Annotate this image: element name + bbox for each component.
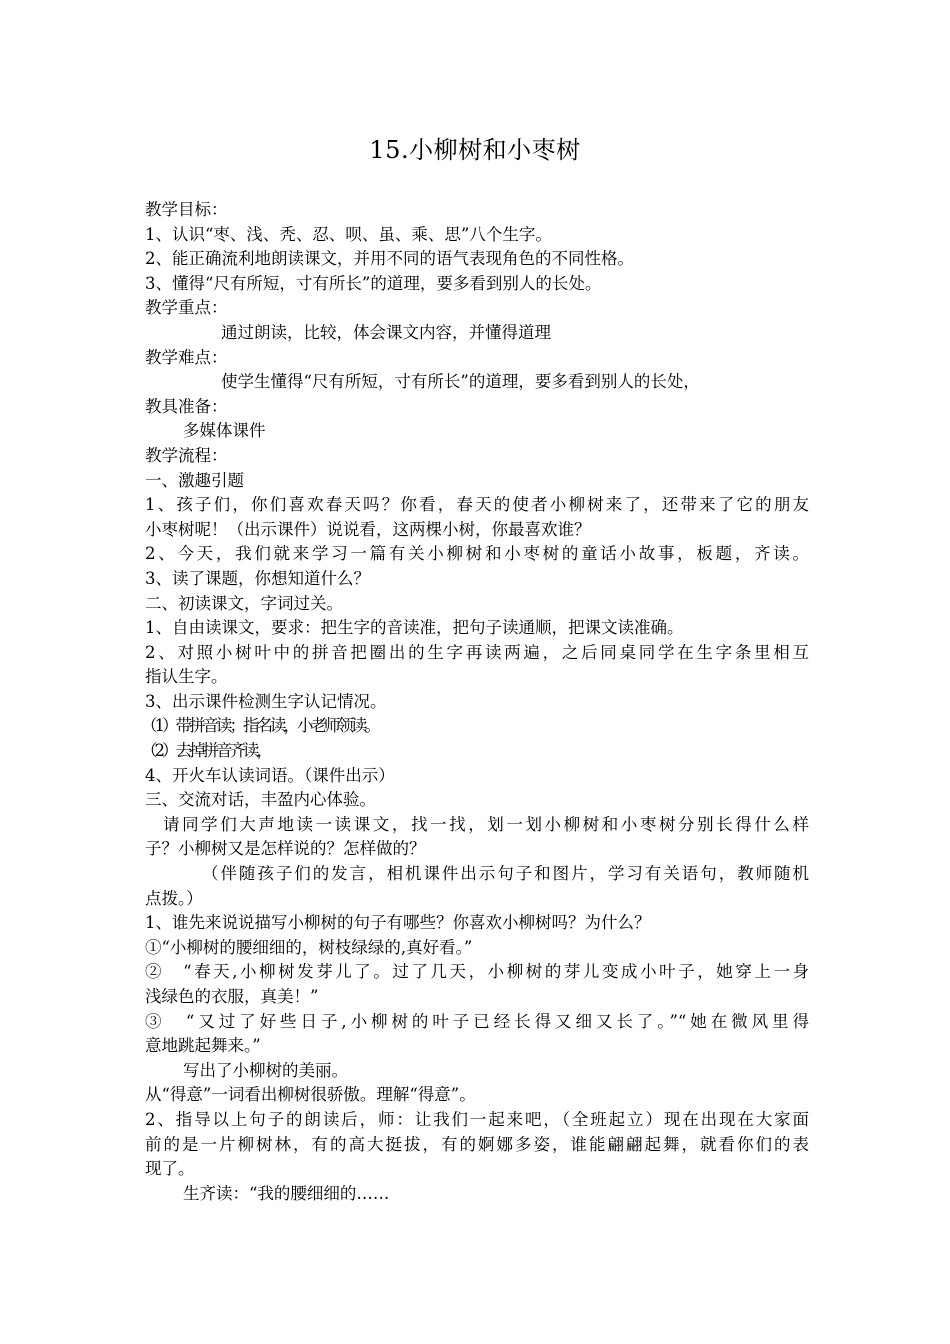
quote-line: ② “春天,小柳树发芽儿了。过了几天，小柳树的芽儿变成小叶子，她穿上一身 [145,962,809,982]
step-heading: 一、激趣引题 [145,470,244,490]
paragraph-line: （伴随孩子们的发言，相机课件出示句子和图片，学习有关语句，教师随机 [202,864,809,884]
quote-line: ①“小柳树的腰细细的，树枝绿绿的,真好看。” [145,937,473,957]
section-heading-process: 教学流程： [145,445,228,465]
paragraph-line: 小枣树呢！（出示课件）说说看，这两棵小树，你最喜欢谁？ [145,519,591,539]
paragraph-line: 3、出示课件检测生字认记情况。 [145,691,387,711]
paragraph-line: 点拨。） [145,888,203,908]
paragraph-line: 4、开火车认读词语。（课件出示） [145,765,395,785]
step-heading: 三、交流对话，丰盈内心体验。 [145,790,376,810]
paragraph-line: 2、对照小树叶中的拼音把圈出的生字再读两遍，之后同桌同学在生字条里相互 [145,642,809,662]
paragraph-line: 2、今天，我们就来学习一篇有关小柳树和小枣树的童话小故事，板题，齐读。 [145,544,809,564]
section-heading-key-points: 教学重点： [145,298,228,318]
paragraph-line: 从“得意”一词看出柳树很骄傲。理解“得意”。 [145,1085,476,1105]
materials-text: 多媒体课件 [183,421,266,441]
quote-line: ③ “又过了好些日子,小柳树的叶子已经长得又细又长了。”“她在微风里得 [145,1011,809,1031]
paragraph-line: 2、指导以上句子的朗读后，师：让我们一起来吧，（全班起立）现在出现在大家面 [145,1109,809,1129]
paragraph-line: （2）去掉拼音齐读， [141,741,270,761]
paragraph-line: 指认生字。 [145,667,228,687]
paragraph-line: （1）带拼音读；指名读，小老师领读。 [141,716,378,736]
paragraph-line: 1、孩子们，你们喜欢春天吗？你看，春天的使者小柳树来了，还带来了它的朋友 [145,495,809,515]
paragraph-line: 前的是一片柳树林，有的高大挺拔，有的婀娜多姿，谁能翩翩起舞，就看你们的表 [145,1134,809,1154]
paragraph-line: 1、谁先来说说描写小柳树的句子有哪些？你喜欢小柳树吗？为什么？ [145,913,651,933]
lesson-body [141,198,809,1206]
quote-line: 意地跳起舞来。” [145,1036,261,1056]
paragraph-line: 子？小柳树又是怎样说的？怎样做的？ [145,839,426,859]
section-heading-materials: 教具准备： [145,396,228,416]
paragraph-line: 现了。 [145,1159,195,1179]
paragraph-line: 请同学们大声地读一读课文，找一找，划一划小柳树和小枣树分别长得什么样 [163,814,809,834]
key-points-text: 通过朗读，比较，体会课文内容，并懂得道理 [221,322,551,342]
quote-line: 浅绿色的衣服，真美！” [145,987,319,1006]
lesson-title: 15.小柳树和小枣树 [369,136,581,164]
section-heading-goals: 教学目标： [145,200,228,219]
goal-item: 1、认识“枣、浅、秃、忍、呗、虽、乘、思”八个生字。 [145,224,552,244]
paragraph-line: 1、自由读课文，要求：把生字的音读准，把句子读通顺，把课文读准确。 [145,618,684,638]
difficulties-text: 使学生懂得“尺有所短，寸有所长”的道理，要多看到别人的长处， [221,372,700,392]
paragraph-line: 3、读了课题，你想知道什么？ [145,568,370,588]
section-heading-difficulties: 教学难点： [145,347,228,367]
goal-item: 3、懂得“尺有所短，寸有所长”的道理，要多看到别人的长处。 [145,273,602,293]
paragraph-line: 写出了小柳树的美丽。 [183,1060,348,1080]
goal-item: 2、能正确流利地朗读课文，并用不同的语气表现角色的不同性格。 [145,249,634,269]
step-heading: 二、初读课文，字词过关。 [145,593,343,613]
paragraph-line: 生齐读：“我的腰细细的…… [183,1183,390,1203]
